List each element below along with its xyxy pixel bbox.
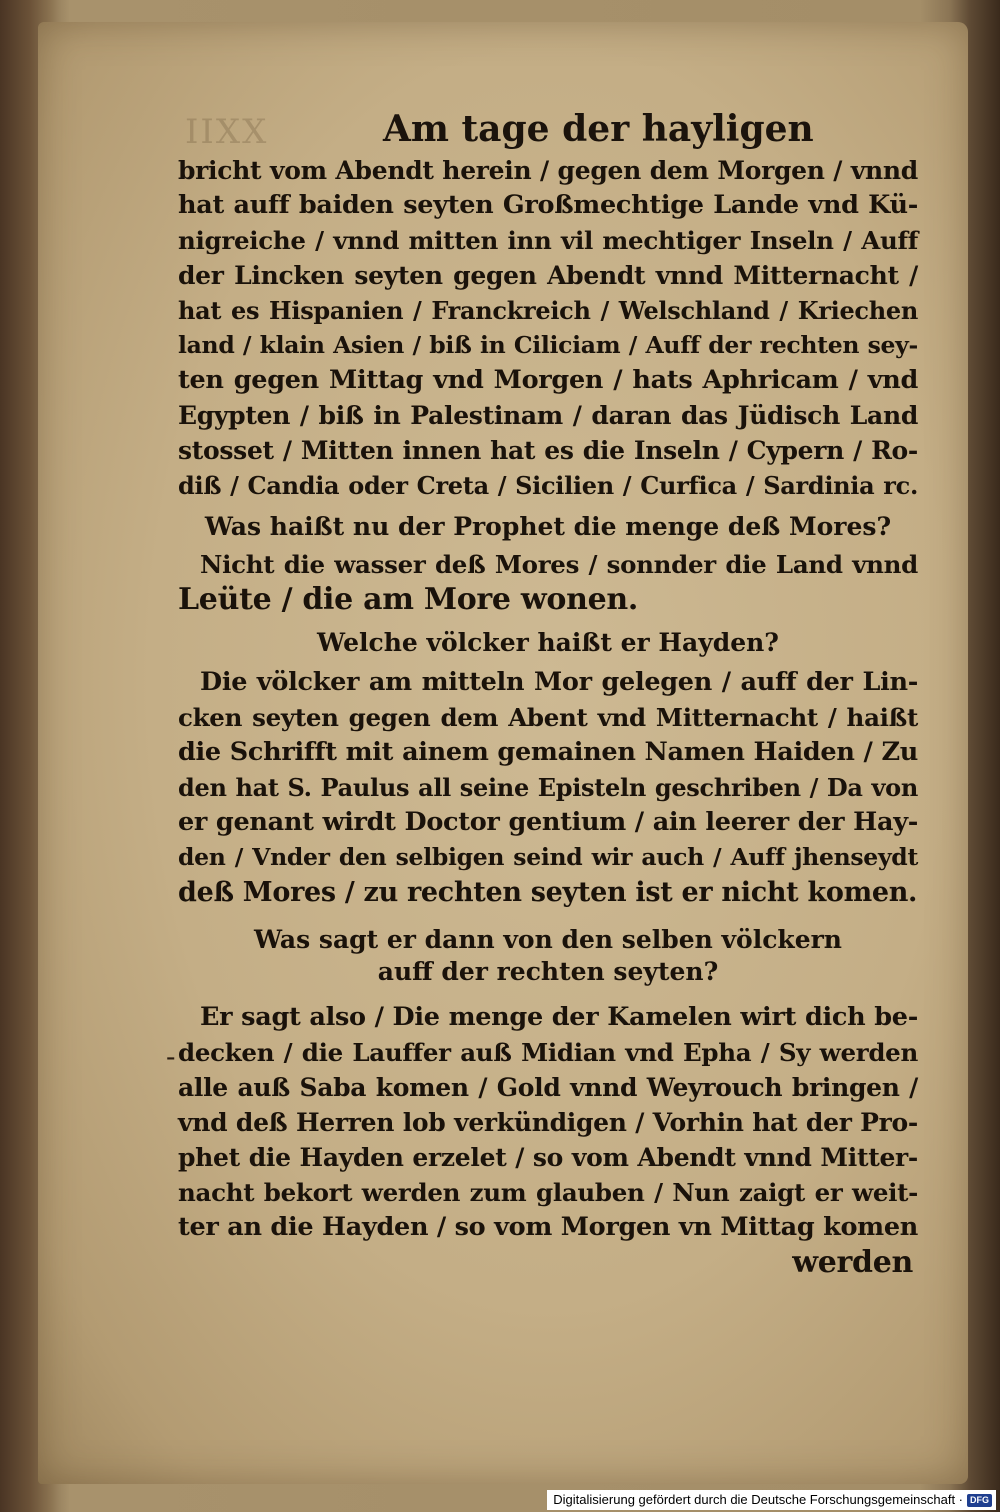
text-line: decken / die Lauffer auß Midian vnd Epha / Sy werden [178, 1038, 918, 1067]
text-line: alle auß Saba komen / Gold vnnd Weyrouch bringen / [178, 1073, 918, 1102]
digitization-credit [547, 1490, 996, 1510]
question-heading: Welche völcker haißt er Hayden? [317, 628, 779, 657]
dfg-logo-icon: DFG [967, 1494, 992, 1507]
text-line: hat auff baiden seyten Großmechtige Lande vnd Kü- [178, 190, 918, 220]
text-line: Die völcker am mitteln Mor gelegen / auff der Lin- [200, 667, 918, 697]
text-line: der Lincken seyten gegen Abendt vnnd Mitternacht / [178, 261, 918, 290]
text-line: den / Vnder den selbigen seind wir auch / Auff jhenseydt [178, 843, 918, 871]
credit-text: Digitalisierung gefördert durch die Deutsche Forschungsgemeinschaft · [553, 1492, 963, 1507]
question-heading: Was sagt er dann von den selben völckern [254, 925, 842, 954]
catchword: werden [792, 1245, 913, 1280]
text-line: nacht bekort werden zum glauben / Nun zaigt er weit- [178, 1178, 918, 1207]
question-heading: Was haißt nu der Prophet die menge deß Mores? [204, 512, 892, 541]
text-line: phet die Hayden erzelet / so vom Abendt vnnd Mitter- [178, 1143, 918, 1172]
margin-mark: - [166, 1040, 176, 1073]
text-line: hat es Hispanien / Franckreich / Welschland / Kriechen [178, 296, 918, 325]
text-body [178, 153, 918, 1280]
text-line: ter an die Hayden / so vom Morgen vn Mittag komen [178, 1212, 918, 1242]
text-line: Leüte / die am More wonen. [178, 582, 639, 617]
text-line: cken seyten gegen dem Abent vnd Mitternacht / haißt [178, 703, 918, 732]
text-line: land / klain Asien / biß in Ciliciam / Auff der rechten sey- [178, 331, 918, 359]
text-line: Nicht die wasser deß Mores / sonnder die Land vnnd [200, 550, 918, 579]
text-line: er genant wirdt Doctor gentium / ain leerer der Hay- [178, 807, 918, 837]
text-line: nigreiche / vnnd mitten inn vil mechtiger Inseln / Auff [178, 226, 918, 255]
text-line: die Schrifft mit ainem gemainen Namen Haiden / Zu [178, 737, 918, 767]
text-line: Er sagt also / Die menge der Kamelen wirt dich be- [200, 1002, 918, 1032]
text-line: deß Mores / zu rechten seyten ist er nicht komen. [178, 877, 918, 908]
text-line: ten gegen Mittag vnd Morgen / hats Aphricam / vnd [178, 365, 918, 395]
text-line: den hat S. Paulus all seine Episteln geschriben / Da von [178, 773, 918, 802]
text-line: bricht vom Abendt herein / gegen dem Morgen / vnnd [178, 156, 918, 185]
running-head: Am tage der hayligen [383, 108, 814, 150]
text-line: vnd deß Herren lob verkündigen / Vorhin hat der Pro- [178, 1108, 918, 1137]
text-line: diß / Candia oder Creta / Sicilien / Curfica / Sardinia rc. [178, 471, 918, 500]
text-line: Egypten / biß in Palestinam / daran das Jüdisch Land [178, 401, 918, 430]
text-line: stosset / Mitten innen hat es die Inseln / Cypern / Ro- [178, 436, 918, 465]
question-heading: auff der rechten seyten? [377, 957, 719, 986]
bleed-through-text: IIXX [185, 112, 269, 152]
